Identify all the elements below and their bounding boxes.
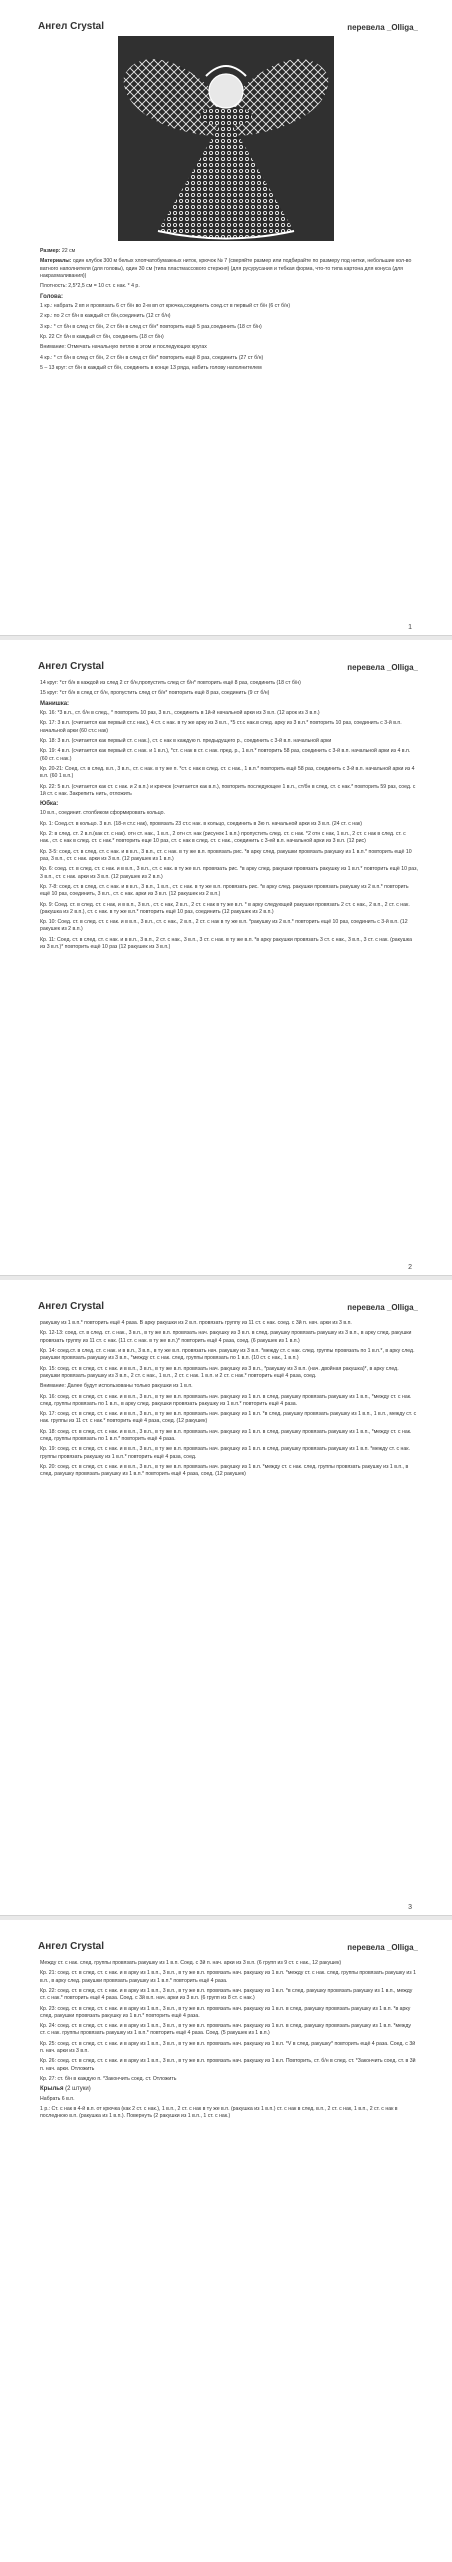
collar-title: Манишка: [40, 700, 70, 707]
size-line [40, 248, 418, 255]
pattern-row: Кр. 27: ст. б/н в каждую п. *Закончить соед. ст. Отложить [40, 2075, 177, 2082]
pattern-row: Кр. 21: соед. ст. в след. ст. с нак. и в арку из 1 в.п., 3 в.п., в ту же в.п. провязать нач. ракушку из 1 в.п. *между ст. с нак. след. группы провязать ракушку из 1 в.п., в арку след. ракушки провязать ракушку из 1 в.п.* повторить ещё 4 раза. [40, 1970, 416, 1984]
page-header [38, 1294, 418, 1312]
pattern-row: 1 кр.: набрать 2 вп и провязать 6 ст б/н во 2-м вп от крючка,соединить соед.ст в первый ст б/н (6 ст б/н) [40, 302, 291, 309]
pattern-row: 3 кр.: * ст б/н в след ст б/н, 2 ст б/н в след ст б/н* повторить ещё 5 раз,соединить (18 ст б/н) [40, 323, 262, 330]
materials-text: один клубок 300 м белых хлопчатобумажных ниток, крючок № 7 (сверяйте размер или подбирайте по размеру под нитки, небольшие кол-во ватного наполнителя (для головы), один 30 см (типа пластмассового стержня) (для русурусания и тебкая форма, что-то типа картона для конуса (для накрахмаливания)) [40, 258, 412, 279]
pattern-row: 5 – 13 круг: ст б/н в каждый ст б/н, соединить в конце 13 ряда, набить голову наполнителем [40, 365, 262, 372]
pattern-row: 10 в.п., соединит. столбиком сформировать кольцо. [40, 810, 165, 817]
page-2 [0, 640, 452, 1280]
materials-line [40, 258, 418, 280]
pattern-row: Кр. 23: соед. ст. в след. ст. с нак. и в арку из 1 в.п., 3 в.п., в ту же в.п. провязать нач. ракушку из 1 в.п. в след. ракушку провязать ракушку из 1 в.п. *в арку след. ракушки провязать ракушку из 1 в.п.* повторить ещё 4 раза. [40, 2005, 411, 2019]
page-number: 1 [408, 624, 412, 631]
pattern-row: Кр. 25: соед. ст. в след. ст. с нак. и в арку из 1 в.п., 3 в.п., в ту же в.п. провязать нач. ракушку из 1 в.п. *V в след. ракушку* повторить ещё 4 раза. Соед. с 3й п. нач. арки из 3 в.п. [40, 2040, 416, 2054]
skirt-title: Юбка: [40, 801, 59, 808]
pattern-row: Кр. 16: *3 в.п., ст. б/н в след., * повторить 10 раз, 3 в.п., соединить в 1й-й начальной арки из 3 в.п. (12 арок из 3 в.п.) [40, 709, 320, 716]
document-title: Ангел Crystal [38, 21, 105, 32]
pattern-row: Кр. 20: соед. ст. в след. ст. с нак. и в в.п., 3 в.п., в ту же в.п. провязать нач. ракушку из 1 в.п. *между ст. с нак. след. группы провязать ракушку из 1 в.п., в след. ракушку провязать ракушку из 1 в.п.* повторить ещё 4 раза, соед. (12 ракушек) [40, 1463, 409, 1478]
angel-photo [118, 36, 334, 241]
pattern-note: Внимание: Отмечать начальную петлю в этом и последующих кругах [40, 344, 207, 351]
page4-text [40, 1960, 418, 2124]
wings-heading [40, 2086, 418, 2093]
page-1 [0, 0, 452, 640]
pattern-row: Кр. 1: Соед.ст. в кольцо. 3 в.п. (18-я ст.с нак), провязать 23 ст.с нак. в кольцо, соединить в 3ю п. начальной арки из 3 в.п. (24 ст. с нак) [40, 820, 363, 827]
pattern-row: Кр. 22 Ст б/н в каждый ст б/н, соединить (18 ст б/н) [40, 333, 164, 340]
page-3 [0, 1280, 452, 1920]
page-number: 3 [408, 1904, 412, 1911]
size-value: 22 см [61, 248, 76, 254]
pattern-row: Кр. 15: соед. ст. в след. ст. с нак. и в в.п., 3 в.п., в ту же в.п. провязать нач. ракушку из 3 в.п., *ракушку из 3 в.п. (нач. двойная ракушка)*, в арку след. ракушки провязать ракушку из 3 в.п., 2 ст. с нак., 1 в.п., 2 ст. с нак. 1 в.п. и 2 ст. с нак.* повторить ещё 4 раза, соед. [40, 1365, 399, 1379]
pattern-row: Кр. 18: 3 в.п. (считается как первый ст. с нак.), ст. с нак в каждую п. предыдущего р., соединить с 3-й в.п. начальной арки [40, 737, 332, 744]
pattern-row: Кр. 24: соед. ст. в след. ст. с нак. и в арку из 1 в.п., 3 в.п., в ту же в.п. провязать нач. ракушку из 1 в.п. в след. ракушку провязать ракушку из 1 в.п. *между ст. с нак. группы провязать ракушку из 1 в.п.* повторить ещё 4 раза. Соед. (5 ракушек из 1 в.п.) [40, 2023, 411, 2037]
pattern-row: 14 круг: *ст б/н в каждой из след 2 ст б/н,пропустить след ст б/н* повторить ещё 8 раз, соединить (18 ст б/н) [40, 680, 301, 686]
translator-credit: перевела _Olliga_ [347, 23, 418, 32]
head-title: Голова: [40, 293, 63, 300]
translator-credit: перевела _Olliga_ [347, 663, 418, 672]
pattern-row: Кр. 12-13: соед. ст. в след. ст. с нак., 3 в.п., в ту же в.п. провязать нач. ракушку из 3 в.п. в след. ракушку провязать ракушку из 3 в.п., в арку след. ракушки провязать группу из 11 ст. с нак. (11 ст. с нак. в ту же в.п.)* повторить ещё 4 раза, соед. (6 ракушек из 1 в.п.) [40, 1330, 412, 1344]
pattern-row: Кр. 17: 3 в.п. (считается как первый ст.с нак.), 4 ст. с нак. в ту же арку из 3 в.п., *5 ст.с нак.в след. арку из 3 в.п.* повторить 10 раз, соединить с 3-й в.п. начальной арки (60 ст.с нак) [40, 720, 402, 734]
size-label: Размер: [40, 248, 61, 254]
pattern-row: Кр. 22: 5 в.п. (считается как ст. с нак. и 2 в.п.) и крючок (считается как в.п.), повторить последующее 1 в.п., ст/бн в след. ст. с нак.* повторить 59 раз, соед. с 1й ст. с нак. Закрепить нить, отложить [40, 783, 416, 797]
pattern-row: Кр. 16: соед. ст. в след. ст. с нак. и в в.п., 3 в.п., в ту же в.п. провязать нач. ракушку из 1 в.п. в след. ракушку провязать ракушку из 1 в.п., *между ст. с нак. след. группы провязать по 1 в.п., в арку след. ракушки провязать ракушку из 1 в.п.* повторить ещё 4 раза. [40, 1393, 412, 1407]
materials-label: Материалы: [40, 258, 72, 265]
pattern-row: Кр. 19: соед. ст. в след. ст. с нак. и в в.п., 3 в.п., в ту же в.п. провязать нач. ракушку из 1 в.п. в след. ракушку провязать ракушку из 1 в.п. *между ст. с нак. группы провязать ракушку из 1 в.п.* повторить ещё 4 раза, соед. [40, 1446, 410, 1460]
page-4 [0, 1920, 452, 2562]
pattern-note: Внимание: Далее будут использованы только ракушки из 1 в.п. [40, 1383, 193, 1390]
pattern-row: Кр. 10: Соед. ст. в след. ст. с нак. и в в.п., 3 в.п., ст. с нак., 2 в.п., 2 ст. с нак в ту же в.п. *ракушку из 2 в.п.* повторить ещё 10 раз, соединить с 3-й в.п. (12 ракушек из 2 в.п.) [40, 919, 408, 933]
page-header [38, 14, 418, 32]
translator-credit: перевела _Olliga_ [347, 1303, 418, 1312]
pattern-row: Кр. 11: Соед. ст. в след. ст. с нак. и в в.п., 3 в.п., 2 ст. с нак., 3 в.п., 3 ст. с нак. в ту же в.п. *в арку ракушки провязать 3 ст. с нак., 3 в.п., 3 ст. с нак. (ракушка из 3 в.п.)* повторить ещё 10 раз (12 ракушек из 3 в.п.) [40, 936, 412, 950]
pattern-row: Набрать 6 в.п. [40, 2095, 75, 2102]
page1-text [40, 248, 418, 376]
document-title: Ангел Crystal [38, 1301, 105, 1312]
crochet-angel-image [118, 36, 334, 241]
pattern-row: Между ст. с нак. след. группы провязать ракушку из 1 в.п. Соед. с 3й п. нач. арки из 3 в.п. (6 групп из 9 ст. с нак., 12 ракушек) [40, 1960, 342, 1966]
pattern-row: Кр. 2: в след. ст. 2 в.п.(как ст. с нак). отн ст. нак., 1 в.п., 2 отн ст. нак (рисунок 1 в.п.) пропустить след. ст. с нак. *2 отн с нак, 1 в.п., 2 ст. с нак в след. ст. с нак., ст. с нак в след. ст. с нак.* повторить еще 10 раз, ст. с нак в след. ст. с нак., соединить с 3-ей в.п. начальной арки из 3 в.п. (12 рис) [40, 831, 406, 845]
page-number: 2 [408, 1264, 412, 1271]
document-title: Ангел Crystal [38, 1941, 105, 1952]
wings-note: (2 штуки) [65, 2086, 91, 2093]
pattern-row: Кр. 22: соед. ст. в след. ст. с нак. и в арку из 1 в.п., 3 в.п., в ту же в.п. провязать нач. ракушку из 1 в.п. *в след. ракушку провязать ракушку из 1 в.п., между ст. с нак.* повторить ещё 4 раза. Соед. с 3й в.п. нач. арки из 3 в.п. (6 групп из 8 ст. с нак.) [40, 1987, 413, 2002]
pattern-row: Кр. 20-21: Соед. ст. в след. в.п., 3 в.п., ст. с нак. в ту же п. *ст. с нак в след. ст. с нак., 1 в.п.* повторить ещё 58 раз, соединить с 3-й в.п. начальной арки из 4 в.п. (60 1 в.п.) [40, 765, 415, 780]
page-header [38, 654, 418, 672]
page-header [38, 1934, 418, 1952]
pattern-row: Кр. 18: соед. ст. в след. ст. с нак. и в в.п., 3 в.п., в ту же в.п. провязать нач. ракушку из 1 в.п. в след. ракушку провязать ракушку из 1 в.п., *между ст. с нак. след. группы провязать по 1 в.п.* повторить ещё 4 раза. [40, 1428, 412, 1442]
translator-credit: перевела _Olliga_ [347, 1943, 418, 1952]
page3-text [40, 1320, 418, 1482]
pattern-row: 4 кр.: * ст б/н в след ст б/н, 2 ст б/н в след ст б/н* повторить ещё 8 раз, соединить (27 ст б/н) [40, 354, 264, 361]
wings-title: Крылья [40, 2086, 64, 2093]
document-title: Ангел Crystal [38, 661, 105, 672]
pattern-row: 2 кр.: по 2 ст б/н в каждый ст б/н,соединить (12 ст б/н) [40, 313, 171, 320]
page2-text [40, 680, 418, 954]
density-line: Плотность: 2,5*2,5 см = 10 ст. с нак. * 4 р. [40, 283, 140, 290]
pattern-row: Кр. 6: соед. ст. в след. ст. с нак. и в в.п., 3 в.п., ст. с нак. в ту же в.п. провязать рис. *в арку след. ракушки провязать ракушку из 1 в.п.* повторить ещё 10 раз, 3 в.п., ст. с нак. арки из 3 в.п. (12 ракушек из 2 в.п.) [40, 866, 418, 880]
pattern-row: Кр. 7-8: соед. ст. в след. ст. с нак. и в в.п., 3 в.п., 1 в.п., ст. с нак. в ту же в.п. провязать рис. *в арку след. ракушки провязать ракушку из 2 в.п.* повторить ещё 10 раз, соединить, 3 в.п., ст. с нак. арки из 3 в.п. (12 ракушек из 2 в.п.) [40, 883, 409, 898]
pattern-row: 15 круг: *ст б/н в след ст б/н, пропустить след ст б/н* повторить ещё 8 раз, соединить (9 ст б/н) [40, 690, 270, 697]
pattern-row: Кр. 9: Соед. ст. в след. ст. с нак, и в в.п., 3 в.п., ст. с нак, 2 в.п., 2 ст. с нак в ту же в.п. * в арку следующей ракушки провязать 2 ст. с нак., 2 в.п., 2 ст. с нак. (ракушка из 2 в.п.), ст. с нак. в ту же в.п.* повторить ещё 10 раз, соединить (12 ракушек из 2 в.п.) [40, 901, 410, 915]
pattern-row: 1 р.: Ст. с нак в 4-й в.п. от крючка (как 2 ст. с нак.), 1 в.п., 2 ст. с нак в ту же в.п. (ракушка из 1 в.п.) ст. с нак в след. в.п., 2 ст. с нак, 1 в.п., 2 ст. с нак в последнюю в.п. (ракушка из 1 в.п.). Повернуть (2 ракушки из 1 в.п., 1 ст. с нак.) [40, 2105, 398, 2120]
pattern-row: Кр. 19: 4 в.п. (считается как первый ст. с нак. и 1 в.п.), *ст. с нак в ст. с нак. пред. р., 1 в.п.* повторить 58 раз, соединить с 3-й в.п. начальной арки из 4 в.п. (60 ст. с нак.) [40, 748, 411, 762]
pattern-row: Кр. 14: соед.ст. в след. ст. с нак. и в в.п., 3 в.п., в ту же в.п. провязать нач. ракушку из 3 в.п. *между ст. с нак. след. группы провязать по 1 в.п.*, в арку след. ракушки провязать ракушку из 3 в.п., *между ст. с нак. след. группы провязать по 1 в.п. (10 ст. с нак., 1 в.п.) [40, 1347, 415, 1362]
pattern-row: Кр. 3-5: соед. ст. в след. ст. с нак. и в в.п., 3 в.п., ст. с нак. в ту же в.п. провязать рис. *в арку след. ракушки провязать ракушку из 1 в.п.* повторить ещё 10 раз, 3 в.п., ст. с нак. арки из 3 в.п. (12 ракушек из 1 в.п.) [40, 848, 412, 862]
pattern-row: Кр. 26: соед. ст. в след. ст. с нак. и в арку из 1 в.п., 3 в.п., в ту же в.п. провязать нач. ракушку из 1 в.п. Повторить, ст. б/н в след. ст. *Закончить соед. ст. в 3й п. нач. арки. Отложить [40, 2058, 416, 2072]
pattern-row: Кр. 17: соед. ст. в след. ст. с нак. и в в.п., 3 в.п., в ту же в.п. провязать нач. ракушку из 1 в.п. *в след. ракушку провязать ракушку из 1 в.п., 1 в.п., между ст. с нак. группы из 11 ст. с нак.* повторить ещё 4 раза, соед. (12 ракушек) [40, 1411, 417, 1425]
pattern-row: ракушку из 1 в.п.* повторить ещё 4 раза. В арку ракушки из 2 в.п. провязать группу из 11 ст. с нак. соед. с 3й п. нач. арки из 3 в.п. [40, 1320, 352, 1326]
